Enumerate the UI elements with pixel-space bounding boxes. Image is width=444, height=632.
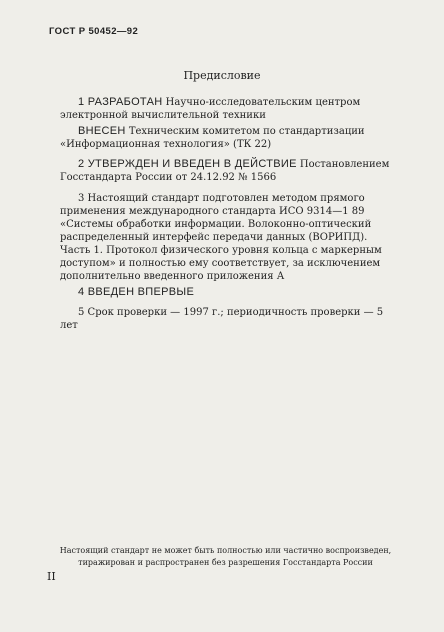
paragraph-prepared: 3 Настоящий стандарт подготовлен методом прямого применения международного стандарта ИСО 9314—1 89 «Системы обработки информации. Волоконно-оптический распределенный интерфейс передачи данных (ВОРИПД). Часть 1. Протокол физического уровня кольца с маркерным доступом» и полностью ему соответствует, за исключением дополнительно введенного приложения А — [60, 193, 382, 282]
page-number: II — [47, 570, 56, 583]
developed-text: Научно-исследовательским центром электронной вычислительной техники — [60, 97, 361, 121]
approved-heading: 2 УТВЕРЖДЕН И ВВЕДЕН В ДЕЙСТВИЕ — [78, 158, 297, 170]
paragraph-developed — [60, 96, 390, 122]
approved-text: Постановлением Госстандарта России от 24.12.92 № 1566 — [60, 159, 390, 183]
page-title: Предисловие — [183, 69, 261, 82]
submitted-text: Техническим комитетом по стандартизации «Информационная технология» (ТК 22) — [60, 126, 365, 150]
submitted-heading: ВНЕСЕН — [78, 125, 126, 137]
paragraph-review: 5 Срок проверки — 1997 г.; периодичность проверки — 5 лет — [60, 307, 384, 331]
paragraph-introduced — [60, 286, 390, 299]
developed-heading: 1 РАЗРАБОТАН — [78, 96, 163, 108]
paragraph-submitted — [60, 125, 390, 151]
introduced-heading: 4 ВВЕДЕН ВПЕРВЫЕ — [78, 286, 195, 298]
copyright-notice: Настоящий стандарт не может быть полностью или частично воспроизведен, тиражирован и распространен без разрешения Госстандарта России — [59, 546, 392, 567]
standard-code: ГОСТ Р 50452—92 — [49, 26, 139, 37]
paragraph-approved — [60, 158, 390, 184]
